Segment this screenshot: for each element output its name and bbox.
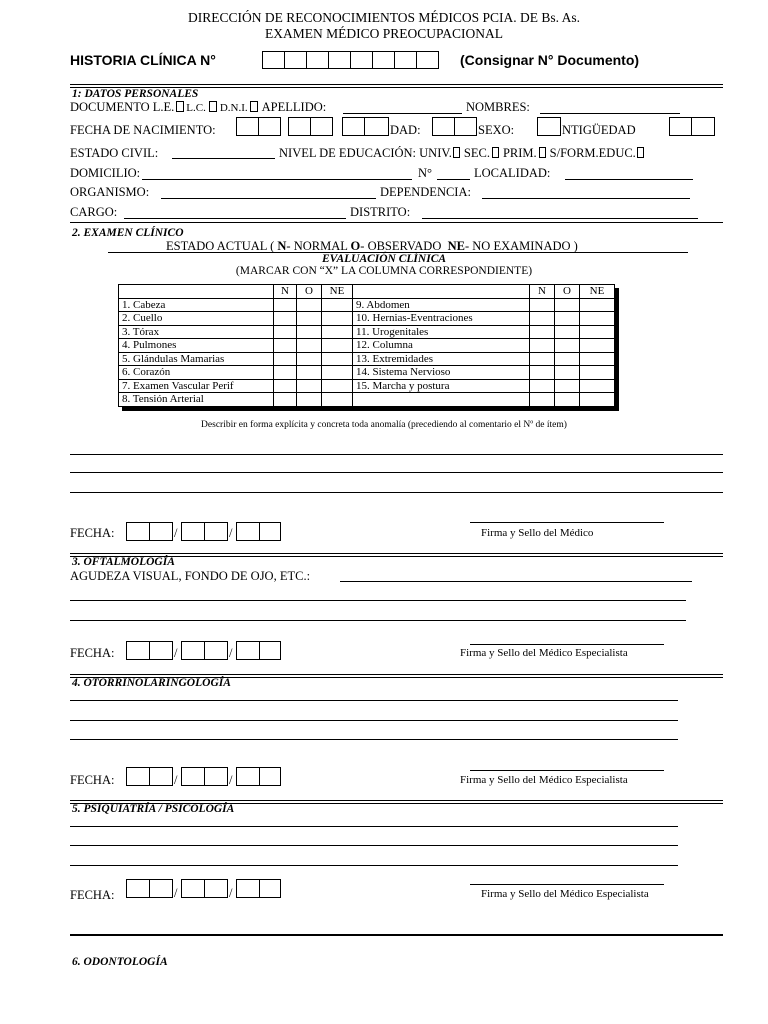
distrito-label: DISTRITO:: [350, 205, 411, 219]
cell-ne[interactable]: [322, 325, 353, 339]
legend-n-text: - NORMAL: [286, 239, 348, 253]
cell-n[interactable]: [530, 379, 555, 393]
item-label: 7. Examen Vascular Perif: [119, 379, 274, 393]
cell-ne[interactable]: [580, 325, 615, 339]
table-row: [119, 366, 615, 380]
cell-o[interactable]: [555, 366, 580, 380]
divider: [70, 934, 723, 936]
numero-label: N°: [418, 166, 433, 180]
cell-ne[interactable]: [580, 366, 615, 380]
firma-label: Firma y Sello del Médico Especialista: [460, 774, 628, 786]
cell-ne[interactable]: [322, 339, 353, 353]
checkbox-sec[interactable]: [492, 147, 499, 158]
comment-line[interactable]: [70, 620, 686, 621]
item-label: 3. Tórax: [119, 325, 274, 339]
cell-o[interactable]: [297, 393, 322, 407]
legend-n: N: [277, 239, 287, 253]
organismo-label: ORGANISMO:: [70, 185, 150, 199]
section-title-clinico: 2. EXAMEN CLÍNICO: [72, 227, 184, 239]
dni-label: D.N.I.: [219, 102, 248, 114]
divider: [70, 222, 723, 223]
fecha-label: FECHA:: [70, 646, 115, 660]
col-header-ne: NE: [322, 285, 353, 299]
comment-line[interactable]: [70, 454, 723, 455]
prim-label: PRIM.: [502, 146, 537, 160]
cell-o[interactable]: [297, 352, 322, 366]
item-label: 9. Abdomen: [353, 298, 530, 312]
fecha-label: FECHA:: [70, 773, 115, 787]
firma-label: Firma y Sello del Médico: [481, 527, 594, 539]
organismo-field[interactable]: [161, 198, 376, 199]
cell-ne[interactable]: [580, 379, 615, 393]
nivel-educacion-row: [279, 147, 644, 160]
checkbox-le[interactable]: [176, 101, 184, 112]
cargo-label: CARGO:: [70, 205, 118, 219]
cell-o[interactable]: [297, 325, 322, 339]
estado-civil-label: ESTADO CIVIL:: [70, 146, 159, 160]
checkbox-sform[interactable]: [637, 147, 644, 158]
comment-line[interactable]: [70, 739, 678, 740]
cell-o[interactable]: [555, 339, 580, 353]
apellido-field[interactable]: [343, 113, 462, 114]
cell-n[interactable]: [530, 339, 555, 353]
col-header-n: N: [274, 285, 297, 299]
col-header-ne: NE: [580, 285, 615, 299]
cell-ne[interactable]: [322, 393, 353, 407]
cell-ne[interactable]: [580, 352, 615, 366]
agudeza-field[interactable]: [340, 581, 692, 582]
table-row: [119, 379, 615, 393]
cell-ne[interactable]: [322, 379, 353, 393]
item-label: 1. Cabeza: [119, 298, 274, 312]
checkbox-prim[interactable]: [539, 147, 546, 158]
legend-ne: NE: [447, 239, 465, 253]
cell-ne[interactable]: [322, 352, 353, 366]
table-row: [119, 393, 615, 407]
evaluacion-clinica-note: (MARCAR CON “X” LA COLUMNA CORRESPONDIENTE): [235, 265, 533, 277]
evaluacion-clinica-table: [118, 284, 615, 407]
item-label: 11. Urogenitales: [353, 325, 530, 339]
estado-actual-legend: [166, 240, 578, 253]
col-header-o: O: [555, 285, 580, 299]
fecha-label: FECHA:: [70, 888, 115, 902]
cell-o[interactable]: [555, 379, 580, 393]
table-row: [119, 339, 615, 353]
legend-ne-text: - NO EXAMINADO ): [464, 239, 578, 253]
firma-line[interactable]: [470, 644, 664, 645]
documento-row: [70, 101, 326, 114]
cell-n[interactable]: [274, 312, 297, 326]
dependencia-field[interactable]: [482, 198, 690, 199]
cell-o[interactable]: [555, 393, 580, 407]
item-label: 4. Pulmones: [119, 339, 274, 353]
edad-label: DAD:: [390, 123, 421, 137]
localidad-field[interactable]: [565, 179, 693, 180]
cell-n[interactable]: [274, 366, 297, 380]
cell-n[interactable]: [274, 379, 297, 393]
checkbox-dni[interactable]: [250, 101, 258, 112]
evaluacion-clinica-title: EVALUACIÓN CLÍNICA: [321, 253, 447, 265]
comment-line[interactable]: [70, 720, 678, 721]
item-label: 10. Hernias-Eventraciones: [353, 312, 530, 326]
cell-ne[interactable]: [580, 312, 615, 326]
nivel-educacion-label: NIVEL DE EDUCACIÓN: UNIV.: [279, 146, 452, 160]
comment-line[interactable]: [70, 826, 678, 827]
agudeza-label: AGUDEZA VISUAL, FONDO DE OJO, ETC.:: [70, 569, 311, 583]
cell-o[interactable]: [555, 352, 580, 366]
header-line-2: EXAMEN MÉDICO PREOCUPACIONAL: [264, 26, 504, 41]
section-title-psiquiatria: 5. PSIQUIATRÍA / PSICOLOGÍA: [72, 803, 235, 815]
cell-o[interactable]: [297, 339, 322, 353]
domicilio-field[interactable]: [142, 179, 412, 180]
cell-o[interactable]: [555, 325, 580, 339]
item-label: 13. Extremidades: [353, 352, 530, 366]
historia-clinica-note: (Consignar N° Documento): [460, 52, 640, 68]
sform-label: S/FORM.EDUC.: [549, 146, 636, 160]
documento-label: DOCUMENTO L.E.: [70, 100, 175, 114]
estado-civil-field[interactable]: [172, 158, 275, 159]
fecha-nacimiento-label: FECHA DE NACIMIENTO:: [70, 123, 216, 137]
firma-line[interactable]: [470, 884, 664, 885]
sexo-label: SEXO:: [478, 123, 515, 137]
nombres-label: NOMBRES:: [466, 100, 530, 114]
cell-o[interactable]: [555, 312, 580, 326]
section-title-oftalmologia: 3. OFTALMOLOGÍA: [72, 556, 175, 568]
comment-line[interactable]: [70, 845, 678, 846]
header-line-1: DIRECCIÓN DE RECONOCIMIENTOS MÉDICOS PCIA. DE Bs. As.: [187, 10, 581, 25]
table-row: [119, 312, 615, 326]
comment-line[interactable]: [70, 700, 678, 701]
comment-line[interactable]: [70, 472, 723, 473]
cell-n[interactable]: [274, 339, 297, 353]
item-label: 8. Tensión Arterial: [119, 393, 274, 407]
cell-ne[interactable]: [322, 298, 353, 312]
cell-n[interactable]: [274, 393, 297, 407]
localidad-label: LOCALIDAD:: [474, 166, 551, 180]
lc-label: L.C.: [186, 102, 206, 114]
cell-ne[interactable]: [580, 298, 615, 312]
cell-n[interactable]: [530, 366, 555, 380]
cell-ne[interactable]: [322, 312, 353, 326]
cell-n[interactable]: [530, 325, 555, 339]
cell-ne[interactable]: [580, 339, 615, 353]
cell-n[interactable]: [530, 352, 555, 366]
cell-o[interactable]: [297, 312, 322, 326]
item-label: 6. Corazón: [119, 366, 274, 380]
section-title-otorrino: 4. OTORRINOLARINGOLOGÍA: [72, 677, 231, 689]
cell-n[interactable]: [530, 393, 555, 407]
legend-o: O: [350, 239, 361, 253]
cell-ne[interactable]: [322, 366, 353, 380]
sexo-box[interactable]: [537, 117, 561, 136]
section-title-odontologia: 6. ODONTOLOGÍA: [72, 956, 168, 968]
antiguedad-label: NTIGÜEDAD: [562, 123, 636, 137]
item-label: 15. Marcha y postura: [353, 379, 530, 393]
cell-n[interactable]: [274, 325, 297, 339]
cell-n[interactable]: [530, 312, 555, 326]
domicilio-label: DOMICILIO:: [70, 166, 141, 180]
comment-line[interactable]: [70, 600, 686, 601]
col-header-o: O: [297, 285, 322, 299]
cell-ne[interactable]: [580, 393, 615, 407]
item-label: 14. Sistema Nervioso: [353, 366, 530, 380]
apellido-label: APELLIDO:: [261, 100, 327, 114]
comment-line[interactable]: [70, 865, 678, 866]
cargo-field[interactable]: [124, 218, 346, 219]
checkbox-univ[interactable]: [453, 147, 460, 158]
describir-note: Describir en forma explícita y concreta toda anomalía (precediendo al comentario el Nº de ítem): [201, 420, 567, 430]
checkbox-lc[interactable]: [209, 101, 217, 112]
item-label: 2. Cuello: [119, 312, 274, 326]
section-title-personal: 1: DATOS PERSONALES: [72, 88, 199, 100]
item-label: 12. Columna: [353, 339, 530, 353]
cell-n[interactable]: [530, 298, 555, 312]
firma-line[interactable]: [470, 522, 664, 523]
firma-line[interactable]: [470, 770, 664, 771]
table-row: [119, 352, 615, 366]
nombres-field[interactable]: [540, 113, 680, 114]
cell-o[interactable]: [297, 366, 322, 380]
item-label: 5. Glándulas Mamarias: [119, 352, 274, 366]
cell-n[interactable]: [274, 352, 297, 366]
table-row: [119, 298, 615, 312]
sec-label: SEC.: [463, 146, 490, 160]
firma-label: Firma y Sello del Médico Especialista: [460, 647, 628, 659]
dependencia-label: DEPENDENCIA:: [380, 185, 471, 199]
firma-label: Firma y Sello del Médico Especialista: [481, 888, 649, 900]
historia-clinica-label: HISTORIA CLÍNICA N°: [70, 52, 216, 68]
table-row: [119, 325, 615, 339]
fecha-label: FECHA:: [70, 526, 115, 540]
legend-o-text: - OBSERVADO: [360, 239, 442, 253]
distrito-field[interactable]: [422, 218, 698, 219]
numero-field[interactable]: [437, 179, 470, 180]
cell-o[interactable]: [297, 298, 322, 312]
col-header-n: N: [530, 285, 555, 299]
comment-line[interactable]: [70, 492, 723, 493]
cell-o[interactable]: [555, 298, 580, 312]
cell-o[interactable]: [297, 379, 322, 393]
cell-n[interactable]: [274, 298, 297, 312]
item-label: [353, 393, 530, 407]
estado-actual-label: ESTADO ACTUAL (: [166, 239, 275, 253]
